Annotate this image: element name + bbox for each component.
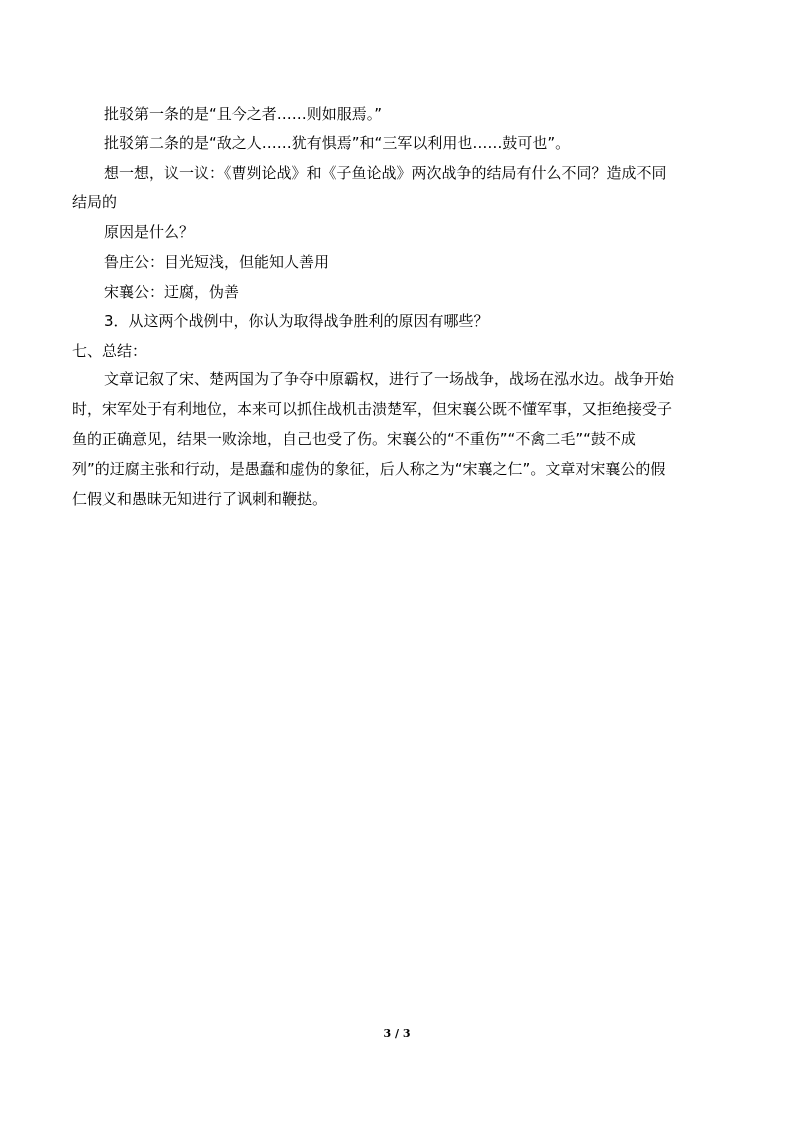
summary-line: 鱼的正确意见，结果一败涂地，自己也受了伤。宋襄公的“不重伤”“不禽二毛”“鼓不成 — [72, 430, 636, 448]
rebut-first-line: 批驳第一条的是“且今之者……则如服焉。” — [104, 105, 383, 123]
page-number: 3 / 3 — [383, 1027, 411, 1040]
summary-line: 时，宋军处于有利地位，本来可以抓住战机击溃楚军，但宋襄公既不懂军事，又拒绝接受子 — [72, 400, 673, 418]
discussion-question-line: 想一想，议一议：《曹刿论战》和《子鱼论战》两次战争的结局有什么不同？造成不同 — [104, 164, 667, 182]
lu-zhuang-gong-line: 鲁庄公：目光短浅，但能知人善用 — [104, 253, 330, 271]
question-three-line: 3．从这两个战例中，你认为取得战争胜利的原因有哪些？ — [104, 312, 489, 330]
reason-question-line: 原因是什么？ — [104, 223, 195, 241]
discussion-question-continuation: 结局的 — [72, 193, 118, 211]
rebut-second-line: 批驳第二条的是“敌之人……犹有惧焉”和“三军以利用也……鼓可也”。 — [104, 134, 571, 152]
summary-paragraph — [72, 364, 724, 514]
summary-line: 列”的迂腐主张和行动，是愚蠢和虚伪的象征，后人称之为“宋襄之仁”。文章对宋襄公的假 — [72, 460, 666, 478]
summary-heading: 七、总结： — [72, 342, 148, 360]
summary-line: 文章记叙了宋、楚两国为了争夺中原霸权，进行了一场战争，战场在泓水边。战争开始 — [104, 370, 675, 388]
summary-line: 仁假义和愚昧无知进行了讽刺和鞭挞。 — [72, 490, 328, 508]
song-xiang-gong-line: 宋襄公：迂腐，伪善 — [104, 283, 240, 301]
